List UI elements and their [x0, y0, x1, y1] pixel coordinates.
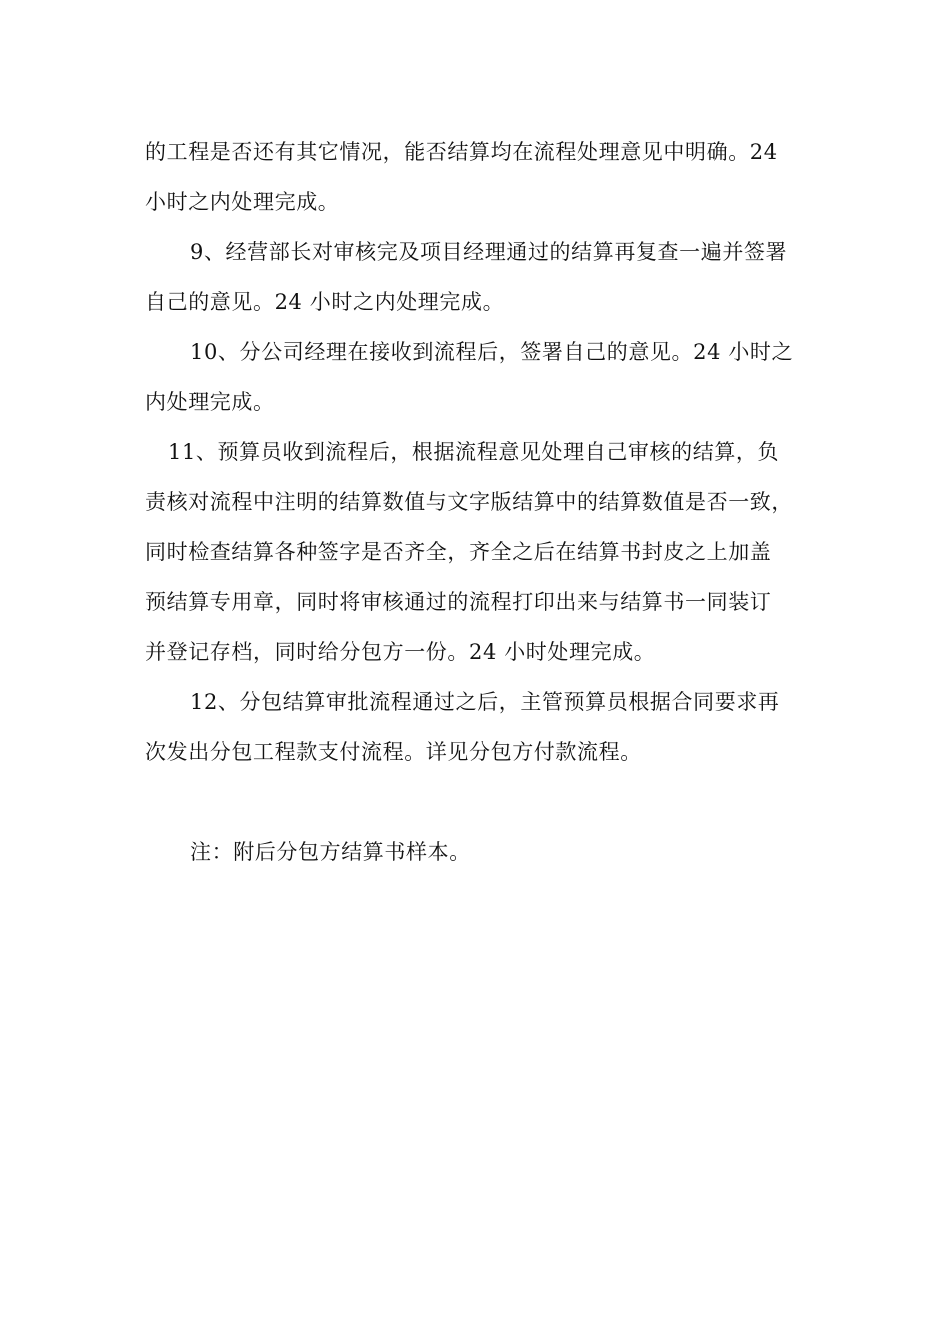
- paragraph-10-line: 10、分公司经理在接收到流程后，签署自己的意见。24 小时之: [190, 340, 794, 364]
- text-line: 次发出分包工程款支付流程。详见分包方付款流程。: [145, 740, 642, 764]
- paragraph-9-line: 9、经营部长对审核完及项目经理通过的结算再复查一遍并签署: [190, 240, 788, 264]
- text-line: 预结算专用章，同时将审核通过的流程打印出来与结算书一同装订: [145, 590, 772, 614]
- text-line: 的工程是否还有其它情况，能否结算均在流程处理意见中明确。24: [145, 140, 778, 164]
- paragraph-11-line: 11、预算员收到流程后，根据流程意见处理自己审核的结算，负: [168, 440, 780, 464]
- text-line: 小时之内处理完成。: [145, 190, 340, 214]
- text-line: 责核对流程中注明的结算数值与文字版结算中的结算数值是否一致，: [145, 490, 793, 514]
- text-line: 自己的意见。24 小时之内处理完成。: [145, 290, 505, 314]
- text-line: 同时检查结算各种签字是否齐全，齐全之后在结算书封皮之上加盖: [145, 540, 772, 564]
- text-line: 并登记存档，同时给分包方一份。24 小时处理完成。: [145, 640, 656, 664]
- paragraph-12-line: 12、分包结算审批流程通过之后，主管预算员根据合同要求再: [190, 690, 780, 714]
- note-line: 注：附后分包方结算书样本。: [190, 840, 471, 864]
- text-line: 内处理完成。: [145, 390, 275, 414]
